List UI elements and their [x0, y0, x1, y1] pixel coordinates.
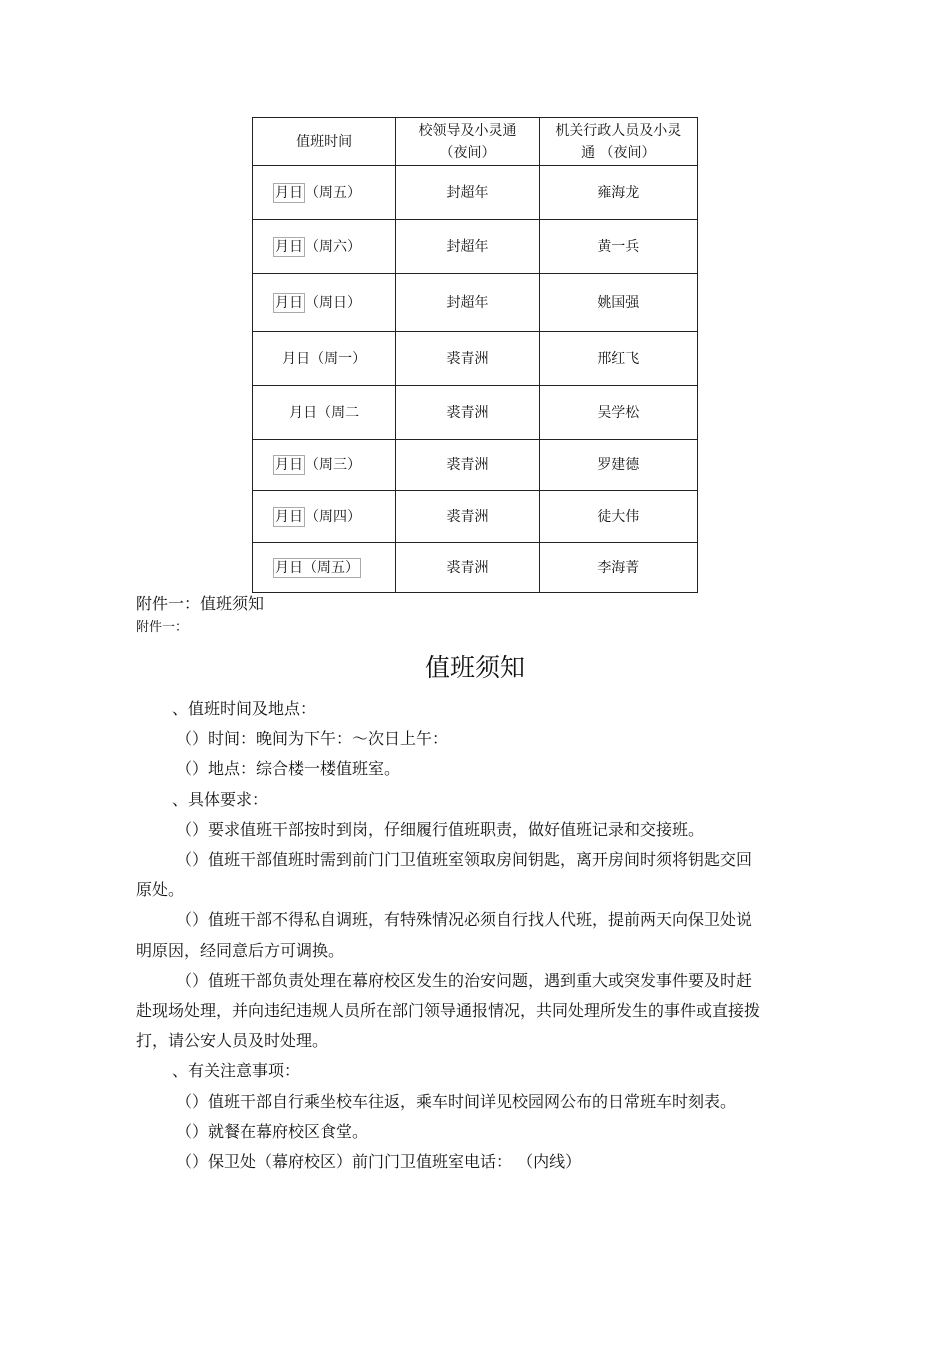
list-item: （）要求值班干部按时到岗，仔细履行值班职责，做好值班记录和交接班。 — [176, 819, 705, 839]
staff-cell: 罗建德 — [539, 440, 697, 491]
date-cell — [253, 491, 396, 543]
date-text: （周日） — [305, 294, 361, 311]
date-box: 月日（周五） — [275, 559, 359, 576]
header-leader — [396, 118, 539, 166]
header-staff-line2: 通 （夜间） — [581, 144, 656, 161]
header-duty-time: 值班时间 — [253, 118, 396, 166]
list-item: （）时间：晚间为下午：～次日上午： — [176, 729, 449, 749]
leader-cell: 封超年 — [396, 274, 539, 332]
date-text: 月日（周一） — [282, 350, 367, 367]
leader-cell: 封超年 — [396, 166, 539, 220]
header-staff-line1: 机关行政人员及小灵 — [555, 122, 682, 139]
staff-cell: 雍海龙 — [539, 166, 697, 220]
document-body — [136, 694, 766, 1177]
staff-cell: 姚国强 — [539, 274, 697, 332]
date-cell — [253, 386, 396, 440]
date-box: 月日 — [275, 294, 303, 311]
date-box: 月日 — [275, 457, 303, 473]
table-row — [253, 332, 698, 386]
section-heading: 、具体要求： — [172, 789, 269, 809]
list-item: （）保卫处（幕府校区）前门门卫值班室电话： （内线） — [176, 1152, 582, 1172]
leader-cell: 裘青洲 — [396, 332, 539, 386]
staff-cell: 徒大伟 — [539, 491, 697, 543]
date-cell — [253, 543, 396, 593]
annex-label: 附件一： — [136, 620, 189, 635]
table-row — [253, 274, 698, 332]
staff-cell: 吴学松 — [539, 386, 697, 440]
table-row — [253, 440, 698, 491]
date-text: （周三） — [305, 457, 361, 473]
date-cell — [253, 166, 396, 220]
duty-roster-table — [252, 117, 698, 593]
date-box: 月日 — [275, 508, 303, 525]
leader-cell: 裘青洲 — [396, 491, 539, 543]
table-header-row — [253, 118, 698, 166]
date-cell — [253, 440, 396, 491]
date-cell — [253, 274, 396, 332]
date-box: 月日 — [275, 184, 303, 201]
table-row — [253, 491, 698, 543]
staff-cell: 邢红飞 — [539, 332, 697, 386]
leader-cell: 裘青洲 — [396, 386, 539, 440]
date-text: （周五） — [305, 184, 361, 201]
annex-heading: 附件一：值班须知 — [136, 594, 265, 613]
list-item: （）值班干部值班时需到前门门卫值班室领取房间钥匙，离开房间时须将钥匙交回原处。 — [136, 850, 753, 900]
table-row — [253, 166, 698, 220]
date-box: 月日 — [275, 238, 303, 255]
header-leader-line2: （夜间） — [439, 144, 496, 161]
date-text: 月日（周二 — [289, 404, 360, 421]
date-text: （周六） — [305, 238, 361, 255]
leader-cell: 裘青洲 — [396, 440, 539, 491]
date-cell — [253, 220, 396, 274]
leader-cell: 封超年 — [396, 220, 539, 274]
table-row — [253, 543, 698, 593]
list-item: （）地点：综合楼一楼值班室。 — [176, 759, 401, 779]
list-item: （）就餐在幕府校区食堂。 — [176, 1121, 369, 1141]
table-row — [253, 386, 698, 440]
roster-body — [253, 166, 698, 593]
section-heading: 、有关注意事项： — [172, 1061, 301, 1081]
leader-cell: 裘青洲 — [396, 543, 539, 593]
list-item: （）值班干部自行乘坐校车往返，乘车时间详见校园网公布的日常班车时刻表。 — [176, 1091, 737, 1111]
document-title: 值班须知 — [424, 653, 525, 682]
section-heading: 、值班时间及地点： — [172, 699, 317, 718]
staff-cell: 黄一兵 — [539, 220, 697, 274]
list-item: （）值班干部负责处理在幕府校区发生的治安问题，遇到重大或突发事件要及时赶赴现场处理，并向违纪违规人员所在部门领导通报情况，共同处理所发生的事件或直接拨打，请公安人员及时处理。 — [136, 970, 761, 1051]
header-staff — [539, 118, 697, 166]
date-text: （周四） — [305, 508, 361, 525]
header-leader-line1: 校领导及小灵通 — [418, 122, 517, 139]
list-item: （）值班干部不得私自调班，有特殊情况必须自行找人代班，提前两天向保卫处说明原因，经同意后方可调换。 — [136, 910, 753, 960]
staff-cell: 李海菁 — [539, 543, 697, 593]
table-row — [253, 220, 698, 274]
date-cell — [253, 332, 396, 386]
